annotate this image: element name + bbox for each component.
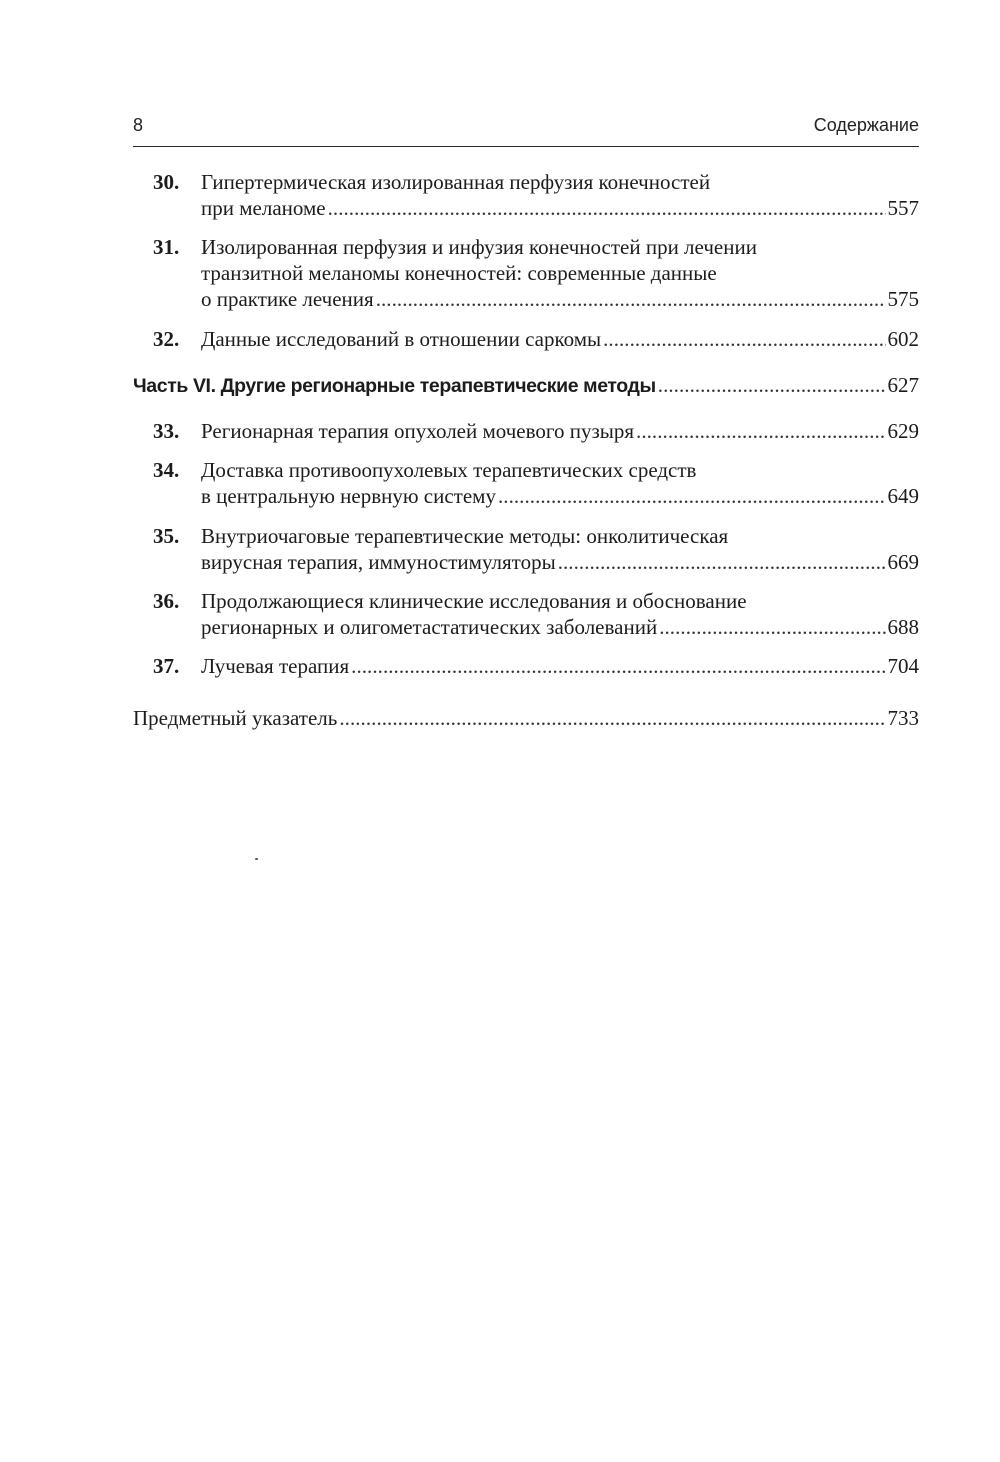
dot-leader (328, 195, 886, 221)
chapter-title-line: Продолжающиеся клинические исследования и обоснование (201, 589, 747, 613)
dot-leader (659, 614, 885, 640)
dot-leader (603, 326, 885, 352)
chapter-number: 34. (153, 458, 180, 482)
chapter-title-line: Данные исследований в отношении саркомы (201, 327, 602, 351)
chapter-title-line: Внутриочаговые терапевтические методы: онколитическая (201, 524, 729, 548)
chapter-number: 35. (153, 524, 180, 548)
chapter-title-line: Изолированная перфузия и инфузия конечностей при лечении (201, 235, 757, 259)
chapter-number: 33. (153, 419, 180, 443)
chapter-title-line: при меланоме (201, 196, 326, 220)
page-ref: 733 (887, 706, 919, 730)
page-ref: 688 (887, 615, 919, 639)
dot-leader (376, 286, 886, 312)
chapter-title-line: о практике лечения (201, 287, 374, 311)
index-title: Предметный указатель (133, 706, 338, 730)
chapter-number: 31. (153, 235, 180, 259)
chapter-number: 36. (153, 589, 180, 613)
page-ref: 575 (887, 287, 919, 311)
chapter-title-line: Доставка противоопухолевых терапевтических средств (201, 458, 697, 482)
dot-leader (351, 653, 885, 679)
part-title: Часть VI. Другие регионарные терапевтические методы (133, 375, 656, 397)
dot-leader (558, 549, 886, 575)
chapter-title-line: транзитной меланомы конечностей: современные данные (201, 261, 717, 285)
chapter-title-line: в центральную нервную систему (201, 484, 496, 508)
page-ref: 629 (887, 419, 919, 443)
dot-leader (658, 372, 886, 398)
section-title: Содержание (813, 115, 919, 135)
page-ref: 649 (887, 484, 919, 508)
dot-leader (636, 418, 885, 444)
chapter-title-line: Гипертермическая изолированная перфузия конечностей (201, 170, 711, 194)
chapter-title-line: Регионарная терапия опухолей мочевого пузыря (201, 419, 635, 443)
chapter-number: 37. (153, 654, 180, 678)
dot-leader (498, 483, 886, 509)
print-speck (255, 858, 258, 860)
page-number: 8 (133, 115, 144, 135)
chapter-number: 30. (153, 170, 180, 194)
chapter-title-line: Лучевая терапия (201, 654, 350, 678)
dot-leader (339, 705, 885, 731)
page-ref: 627 (887, 373, 919, 397)
page-ref: 602 (887, 327, 919, 351)
chapter-title-line: вирусная терапия, иммуностимуляторы (201, 550, 556, 574)
page-ref: 669 (887, 550, 919, 574)
chapter-number: 32. (153, 327, 180, 351)
page-ref: 704 (887, 654, 919, 678)
page-ref: 557 (887, 196, 919, 220)
chapter-title-line: регионарных и олигометастатических заболеваний (201, 615, 658, 639)
